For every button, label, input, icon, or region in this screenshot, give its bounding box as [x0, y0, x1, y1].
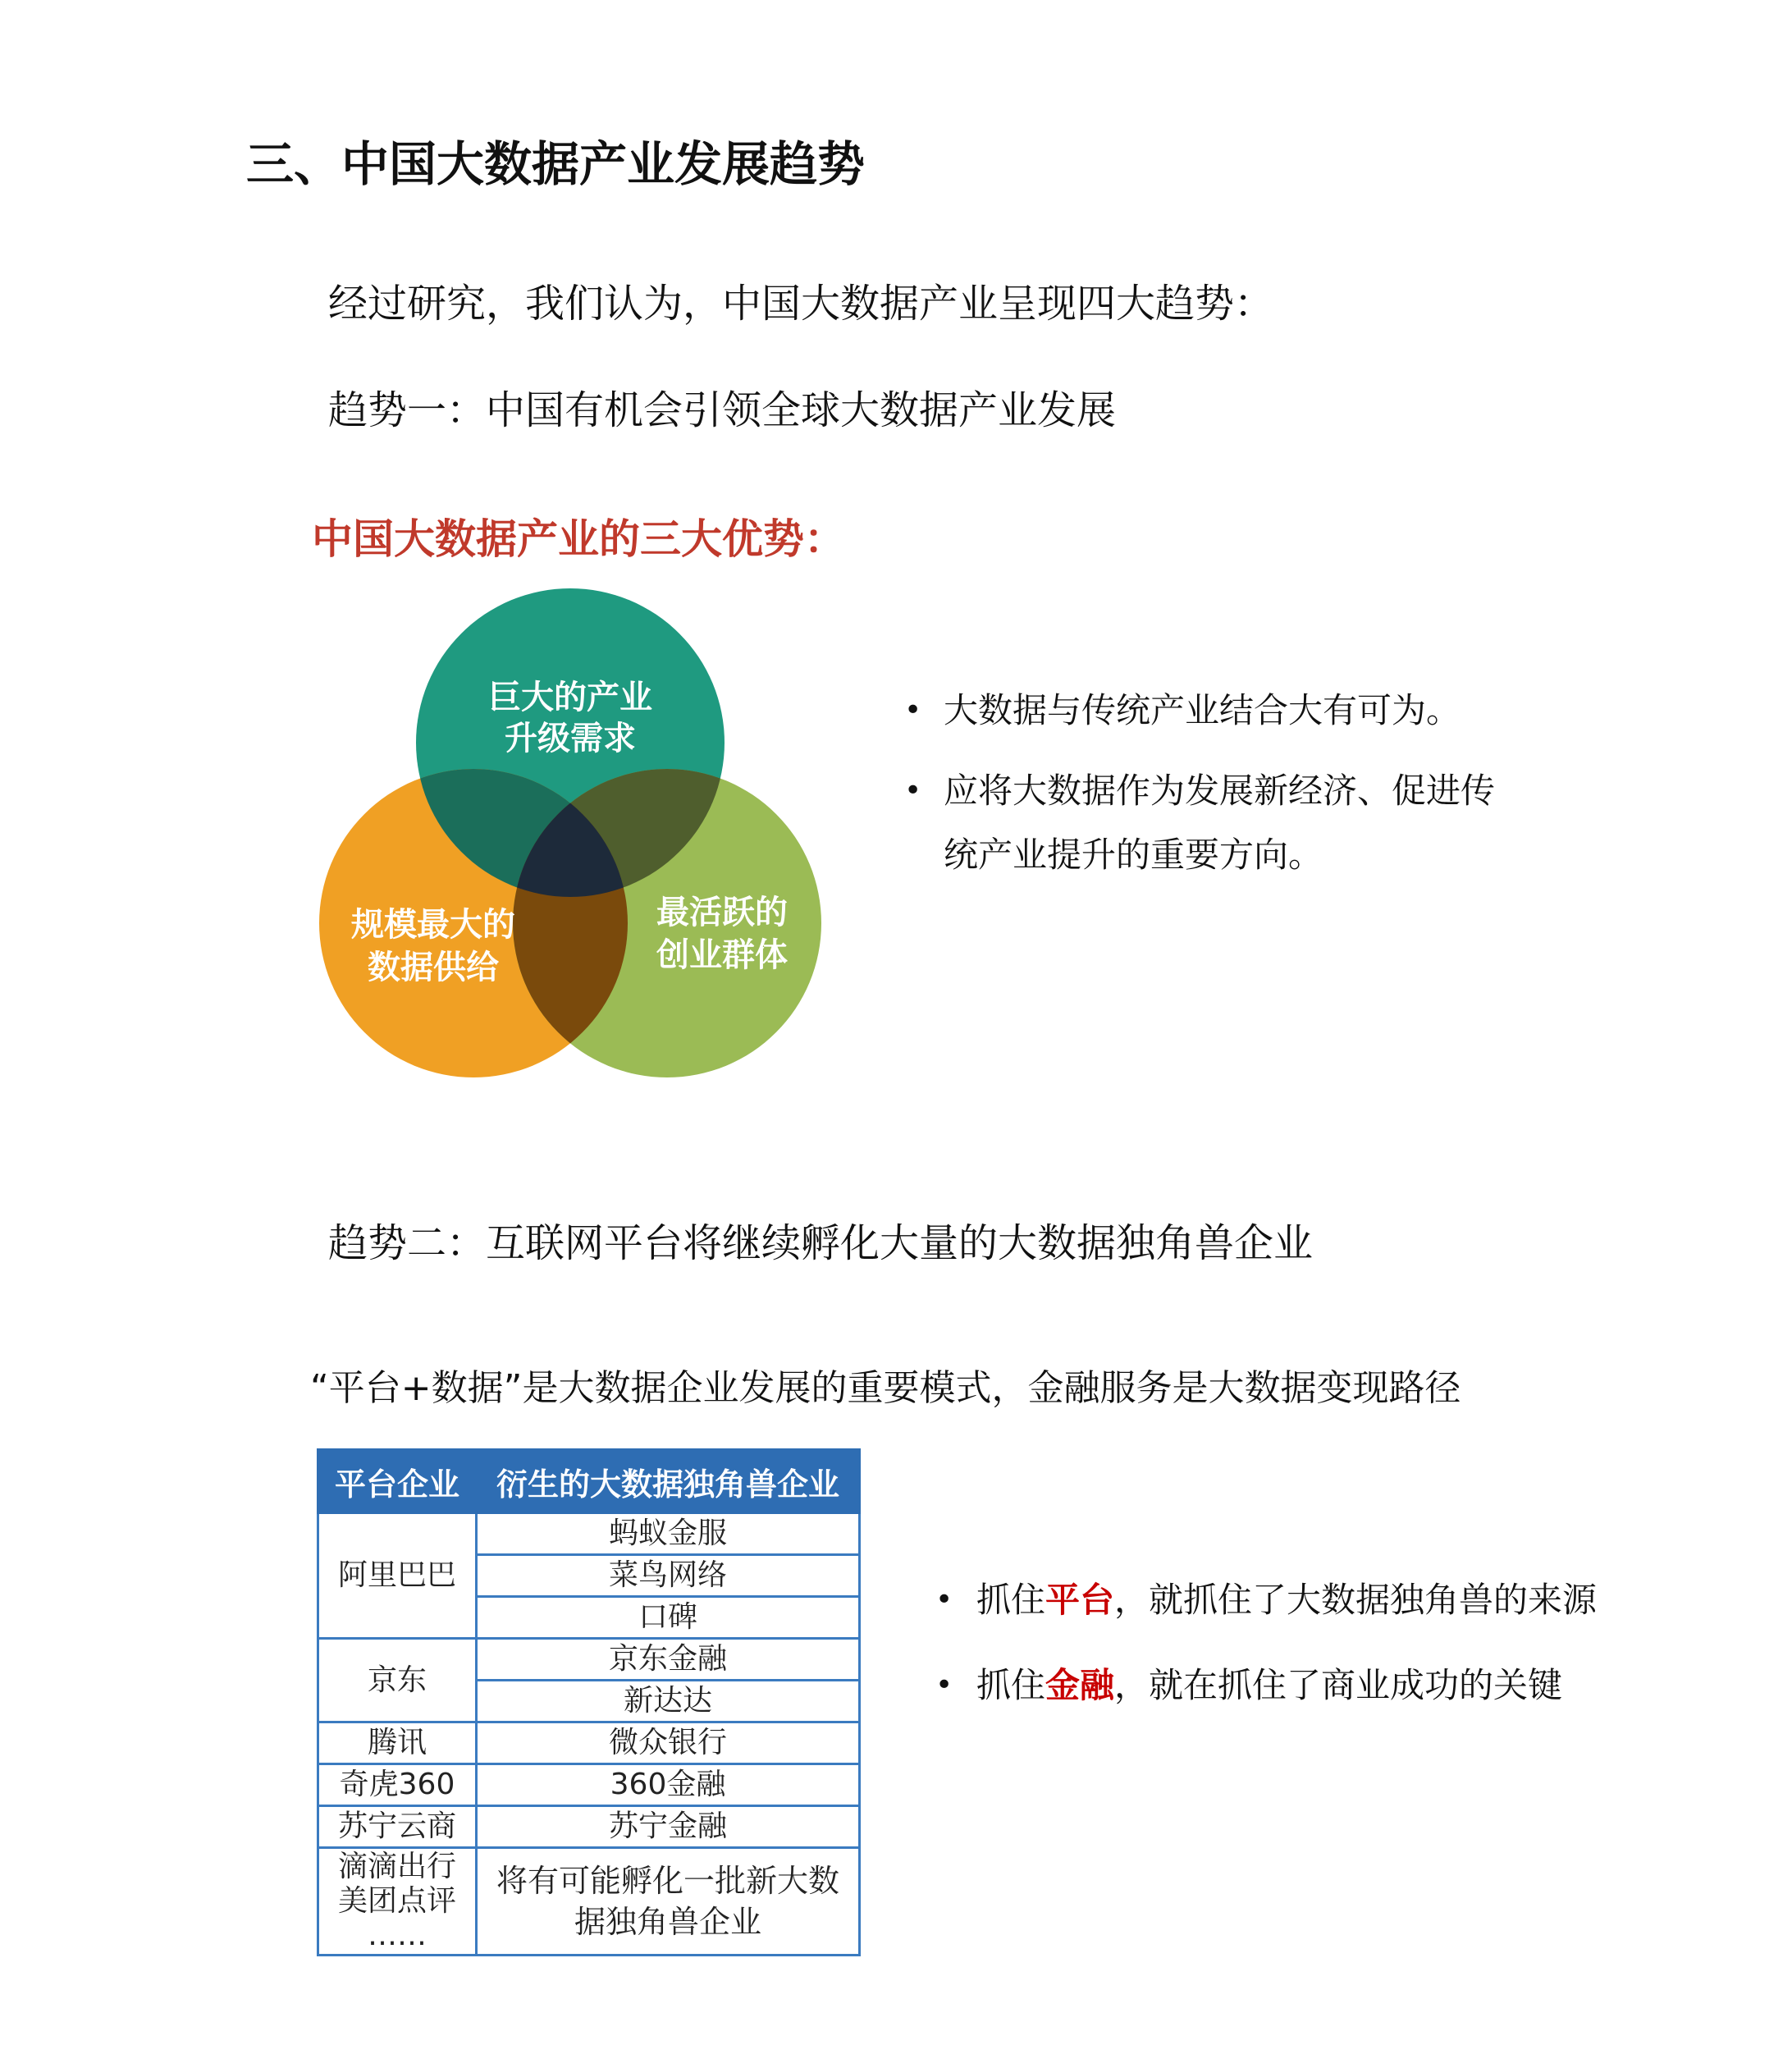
- bullet-item: [976, 1577, 1597, 1623]
- bullet-text: 抓住: [976, 1665, 1046, 1705]
- unicorn-cell: 京东金融: [477, 1639, 860, 1681]
- platform-cell: 苏宁云商: [318, 1806, 477, 1848]
- platform-line: 美团点评: [337, 1884, 456, 1918]
- platform-cell: 奇虎360: [318, 1764, 477, 1806]
- advantages-venn-diagram: [312, 587, 853, 1104]
- venn-right-label-2: 创业群体: [656, 936, 788, 974]
- page-heading: 三、中国大数据产业发展趋势: [246, 136, 866, 192]
- venn-left-label-2: 数据供给: [368, 949, 499, 986]
- intro-paragraph: 经过研究，我们认为，中国大数据产业呈现四大趋势：: [328, 281, 1274, 327]
- unicorn-cell: 360金融: [477, 1764, 860, 1806]
- table-row: [318, 1639, 860, 1681]
- venn-left-label-1: 规模最大的: [351, 906, 515, 944]
- table-row: [318, 1806, 860, 1848]
- venn-right-label-1: 最活跃的: [656, 894, 788, 931]
- bullet-emphasis: 平台: [1045, 1580, 1115, 1620]
- bullet-item: 大数据与传统产业结合大有可为。: [944, 690, 1461, 730]
- platform-unicorn-table: [317, 1448, 861, 1956]
- platform-cell: 腾讯: [318, 1722, 477, 1764]
- trend-two-heading: 趋势二：互联网平台将继续孵化大量的大数据独角兽企业: [328, 1220, 1314, 1266]
- bullet-text: ，就在抓住了商业成功的关键: [1114, 1665, 1563, 1705]
- platform-line: ……: [368, 1919, 427, 1952]
- unicorn-line: 将有可能孵化一批新大数: [496, 1863, 839, 1899]
- bullet-dot: •: [904, 693, 922, 727]
- table-header-row: [318, 1450, 860, 1513]
- table-row: [318, 1848, 860, 1956]
- bullet-dot: •: [935, 1583, 953, 1617]
- bullet-item: 应将大数据作为发展新经济、促进传: [944, 771, 1496, 811]
- unicorn-cell-multi: [477, 1848, 860, 1956]
- platform-line: 滴滴出行: [337, 1850, 456, 1883]
- unicorn-cell: 新达达: [477, 1681, 860, 1722]
- unicorn-cell: 蚂蚁金服: [477, 1513, 860, 1555]
- platform-cell: 京东: [318, 1639, 477, 1722]
- bullet-item: [976, 1663, 1562, 1709]
- bullet-emphasis: 金融: [1045, 1665, 1115, 1705]
- trend-one-heading: 趋势一：中国有机会引领全球大数据产业发展: [328, 387, 1117, 433]
- bullet-text: 抓住: [976, 1580, 1046, 1620]
- platform-subtitle: “平台+数据”是大数据企业发展的重要模式，金融服务是大数据变现路径: [310, 1367, 1461, 1409]
- advantages-title: 中国大数据产业的三大优势：: [312, 515, 845, 563]
- table-row: [318, 1722, 860, 1764]
- unicorn-line: 据独角兽企业: [574, 1904, 761, 1940]
- venn-top-label-2: 升级需求: [505, 720, 636, 757]
- unicorn-cell: 菜鸟网络: [477, 1555, 860, 1597]
- unicorn-cell: 苏宁金融: [477, 1806, 860, 1848]
- table-row: [318, 1764, 860, 1806]
- bullet-dot: •: [935, 1668, 953, 1702]
- unicorn-cell: 微众银行: [477, 1722, 860, 1764]
- platform-cell-multi: [318, 1848, 477, 1956]
- table-header-platform: 平台企业: [318, 1450, 477, 1513]
- bullet-item-continuation: 统产业提升的重要方向。: [944, 835, 1323, 875]
- table-row: [318, 1513, 860, 1555]
- bullet-dot: •: [904, 774, 922, 807]
- bullet-text: ，就抓住了大数据独角兽的来源: [1114, 1580, 1598, 1620]
- unicorn-cell: 口碑: [477, 1597, 860, 1639]
- platform-cell: 阿里巴巴: [318, 1513, 477, 1639]
- venn-top-label-1: 巨大的产业: [488, 679, 652, 716]
- table-header-unicorns: 衍生的大数据独角兽企业: [477, 1450, 860, 1513]
